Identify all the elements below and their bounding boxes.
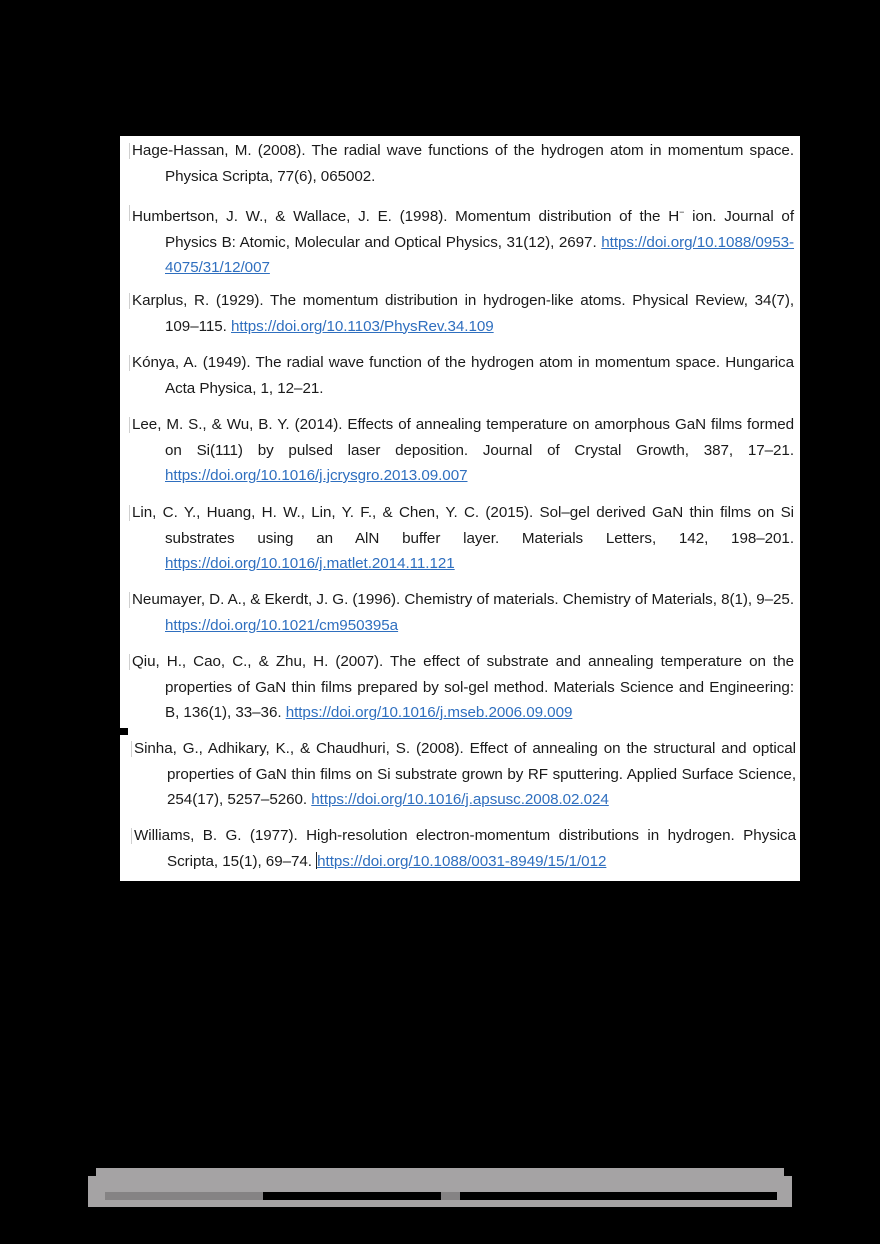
reference-text: Kónya, A. (1949). The radial wave function of the hydrogen atom in momentum space. Hungarica Acta Physica, 1, 12–21. (132, 354, 794, 397)
doi-link[interactable]: https://doi.org/10.1021/cm950395a (165, 616, 399, 634)
reference-text: Humbertson, J. W., & Wallace, J. E. (1998). Momentum distribution of the H (132, 208, 680, 225)
page-break-marker (118, 728, 128, 735)
doi-link[interactable]: https://doi.org/10.1016/j.apsusc.2008.02.024 (311, 791, 609, 808)
document-page (120, 136, 800, 881)
doi-link[interactable]: https://doi.org/10.1088/0031-8949/15/1/012 (317, 852, 607, 870)
reference-text: Williams, B. G. (1977). High-resolution electron-momentum distributions in hydrogen. Physica Scripta, 15(1), 69–74. (134, 827, 796, 870)
reference-text: Karplus, R. (1929). The momentum distribution in hydrogen-like atoms. Physical Review, 34(7), 109–115. (132, 292, 794, 335)
reference-text: Sinha, G., Adhikary, K., & Chaudhuri, S. (2008). Effect of annealing on the structural and optical properties of GaN thin films on Si substrate grown by RF sputtering. Applied Surface Science, 254(17), 5257–5260. (134, 740, 796, 808)
doi-link[interactable]: https://doi.org/10.1103/PhysRev.34.109 (231, 317, 494, 335)
doi-link[interactable]: https://doi.org/10.1016/j.jcrysgro.2013.09.007 (165, 467, 468, 484)
footer-rule (460, 1192, 777, 1200)
reference-text: Lin, C. Y., Huang, H. W., Lin, Y. F., & Chen, Y. C. (2015). Sol–gel derived GaN thin films on Si substrates using an AlN buffer layer. Materials Letters, 142, 198–201. (132, 504, 794, 547)
footer-blurred-text (105, 1192, 263, 1200)
reference-text: Lee, M. S., & Wu, B. Y. (2014). Effects of annealing temperature on amorphous GaN films formed on Si(111) by pulsed laser deposition. Journal of Crystal Growth, 387, 17–21. (132, 416, 794, 459)
reference-entry (134, 736, 796, 813)
doi-link[interactable]: https://doi.org/10.1088/0953-4075/31/12/007 (165, 233, 795, 276)
reference-text: Neumayer, D. A., & Ekerdt, J. G. (1996). Chemistry of materials. Chemistry of Materials, 8(1), 9–25. (132, 591, 794, 608)
reference-entry (132, 412, 794, 489)
doi-link[interactable]: https://doi.org/10.1016/j.matlet.2014.11.121 (165, 555, 455, 572)
reference-entry (132, 138, 794, 189)
reference-entry (132, 649, 794, 726)
reference-entry (132, 500, 794, 577)
reference-text: Hage-Hassan, M. (2008). The radial wave functions of the hydrogen atom in momentum space. Physica Scripta, 77(6), 065002. (132, 142, 794, 185)
reference-entry (132, 288, 794, 339)
doi-link[interactable]: https://doi.org/10.1016/j.mseb.2006.09.009 (285, 704, 573, 721)
page-number-blurred (441, 1192, 460, 1200)
reference-entry (132, 350, 794, 401)
superscript-minus: − (679, 207, 685, 217)
reference-text: ion. Journal of Physics B: Atomic, Molecular and Optical Physics, 31(12), 2697. (165, 208, 794, 251)
footer-rule (263, 1192, 441, 1200)
reference-entry (134, 823, 796, 874)
reference-entry (132, 587, 794, 638)
reference-entry (132, 200, 794, 281)
reference-text: Qiu, H., Cao, C., & Zhu, H. (2007). The effect of substrate and annealing temperature on the properties of GaN thin films prepared by sol-gel method. Materials Science and Engineering: B, 136(1), 33–36. (132, 653, 794, 721)
